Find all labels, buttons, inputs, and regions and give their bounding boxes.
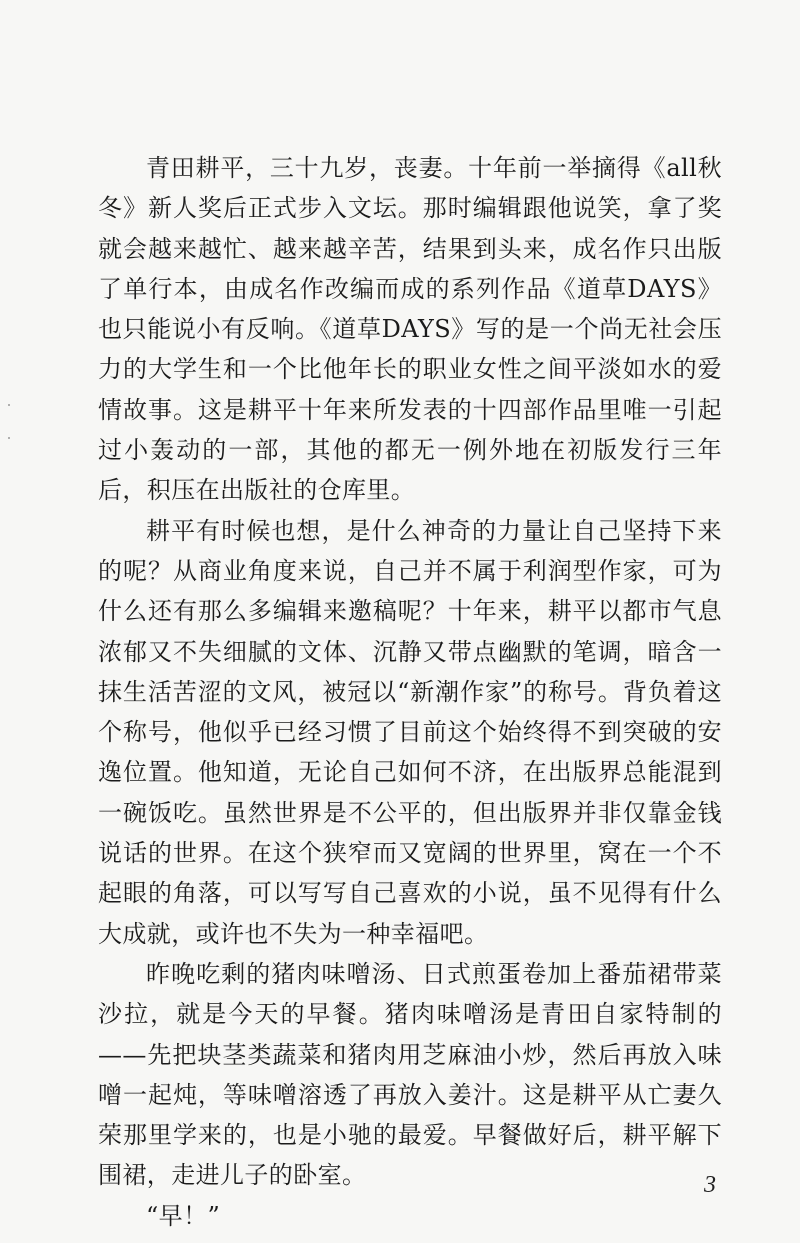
paragraph-4: “早！” [146,1201,221,1230]
paragraph-2: 耕平有时候也想，是什么神奇的力量让自己坚持下来的呢？从商业角度来说，自己并不属于利润型作家，可为什么还有那么多编辑来邀稿呢？十年来，耕平以都市气息浓郁又不失细腻的文体、沉静又带点幽默的笔调，暗含一抹生活苦涩的文风，被冠以“新潮作家”的称号。背负着这个称号，他似乎已经习惯了目前这个始终得不到突破的安逸位置。他知道，无论自己如何不济，在出版界总能混到一碗饭吃。虽然世界是不公平的，但出版界并非仅靠金钱说话的世界。在这个狭窄而又宽阔的世界里，窝在一个不起眼的角落，可以写写自己喜欢的小说，虽不见得有什么大成就，或许也不失为一种幸福吧。 [98,516,722,948]
scan-speck [8,437,10,439]
paragraph-3: 昨晚吃剩的猪肉味噌汤、日式煎蛋卷加上番茄裙带菜沙拉，就是今天的早餐。猪肉味噌汤是青田自家特制的——先把块茎类蔬菜和猪肉用芝麻油小炒，然后再放入味噌一起炖，等味噌溶透了再放入姜汁。这是耕平从亡妻久荣那里学来的，也是小驰的最爱。早餐做好后，耕平解下围裙，走进儿子的卧室。 [98,959,722,1190]
paragraph-1: 青田耕平，三十九岁，丧妻。十年前一举摘得《all秋冬》新人奖后正式步入文坛。那时编辑跟他说笑，拿了奖就会越来越忙、越来越辛苦，结果到头来，成名作只出版了单行本，由成名作改编而成的系列作品《道草DAYS》也只能说小有反响。《道草DAYS》写的是一个尚无社会压力的大学生和一个比他年长的职业女性之间平淡如水的爱情故事。这是耕平十年来所发表的十四部作品里唯一引起过小轰动的一部，其他的都无一例外地在初版发行三年后，积压在出版社的仓库里。 [98,154,722,505]
page-number: 3 [704,1172,716,1198]
scan-speck [8,404,10,406]
body-text [98,148,722,1236]
